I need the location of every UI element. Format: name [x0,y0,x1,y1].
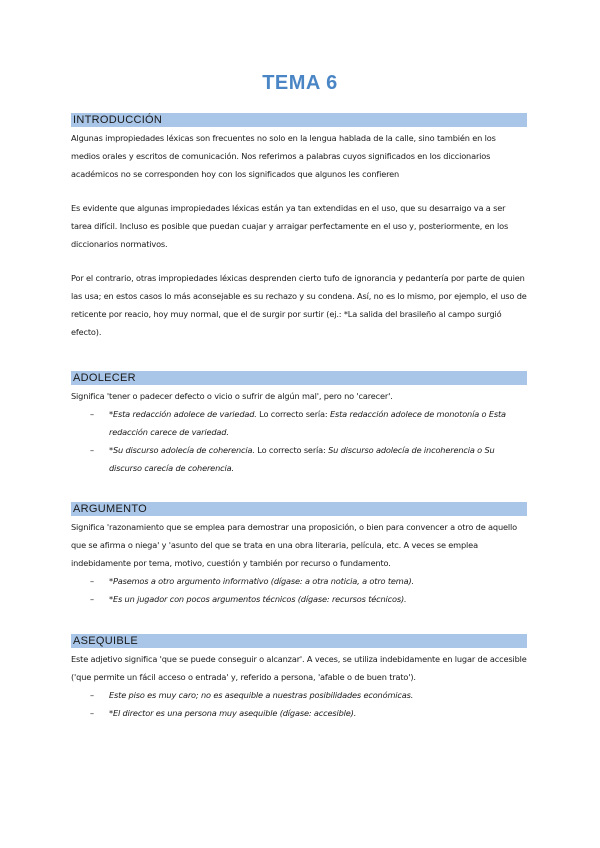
argumento-examples [71,572,527,608]
section-header-asequible: ASEQUIBLE [71,634,527,648]
dash-bullet: – [90,708,94,718]
intro-paragraph-2: Es evidente que algunas impropiedades léxicas están ya tan extendidas en el uso, que su desarraigo va a ser tarea difícil. Incluso es posible que puedan cuajar y arraigar perfectamente en el uso y, posteriormente, en los diccionarios normativos. [71,203,509,249]
dash-bullet: – [90,409,94,419]
dash-bullet: – [90,594,94,604]
section-argumento [71,502,527,608]
list-item [71,441,527,477]
section-introduccion [71,113,527,341]
section-asequible [71,634,527,722]
example-text: *El director es una persona muy asequible (dígase: accesible). [109,708,357,718]
list-item [71,686,527,704]
section-header-argumento: ARGUMENTO [71,502,527,516]
example-connector: Lo correcto sería: [256,409,330,419]
section-header-introduccion: INTRODUCCIÓN [71,113,527,127]
intro-paragraph-3: Por el contrario, otras impropiedades léxicas desprenden cierto tufo de ignorancia y pedantería por parte de quien las usa; en estos casos lo más aconsejable es su rechazo y su condena. Así, no es lo mismo, por ejemplo, el uso de reticente por reacio, hoy muy normal, que el de surgir por surtir (ej.: *La salida del brasileño al campo surgió efecto). [71,273,527,337]
adolecer-definition: Significa 'tener o padecer defecto o vicio o sufrir de algún mal', pero no 'carecer'. [71,391,393,401]
intro-paragraph-1: Algunas impropiedades léxicas son frecuentes no solo en la lengua hablada de la calle, sino también en los medios orales y escritos de comunicación. Nos referimos a palabras cuyos significados en los diccionarios académicos no se corresponden hoy con los significados que algunos les confieren [71,133,496,179]
asequible-examples [71,686,527,722]
example-correct: Su discurso adolecía de incoherencia o Su discurso carecía de coherencia. [109,445,495,473]
example-text: Este piso es muy caro; no es asequible a nuestras posibilidades económicas. [109,690,414,700]
section-adolecer [71,371,527,477]
example-connector: Lo correcto sería: [254,445,329,455]
adolecer-examples [71,405,527,477]
dash-bullet: – [90,576,94,586]
section-header-adolecer: ADOLECER [71,371,527,385]
list-item [71,704,527,722]
page-title: TEMA 6 [262,72,338,94]
argumento-definition: Significa 'razonamiento que se emplea para demostrar una proposición, o bien para convencer a otro de aquello que se afirma o niega' y 'asunto del que se trata en una obra literaria, película, etc. A veces se emplea indebidamente por tema, motivo, cuestión y también por recurso o fundamento. [71,522,518,568]
list-item [71,572,527,590]
list-item [71,405,527,441]
example-correct: Esta redacción adolece de monotonía o Esta redacción carece de variedad. [109,409,506,437]
dash-bullet: – [90,445,94,455]
list-item [71,590,527,608]
example-incorrect: *Esta redacción adolece de variedad. [109,409,257,419]
example-text: *Pasemos a otro argumento informativo (dígase: a otra noticia, a otro tema). [109,576,414,586]
asequible-definition: Este adjetivo significa 'que se puede conseguir o alcanzar'. A veces, se utiliza indebidamente en lugar de accesible ('que permite un fácil acceso o entrada' y, referido a persona, 'afable o de buen trato'). [71,654,527,682]
dash-bullet: – [90,690,94,700]
example-incorrect: *Su discurso adolecía de coherencia. [109,445,255,455]
example-text: *Es un jugador con pocos argumentos técnicos (dígase: recursos técnicos). [109,594,407,604]
